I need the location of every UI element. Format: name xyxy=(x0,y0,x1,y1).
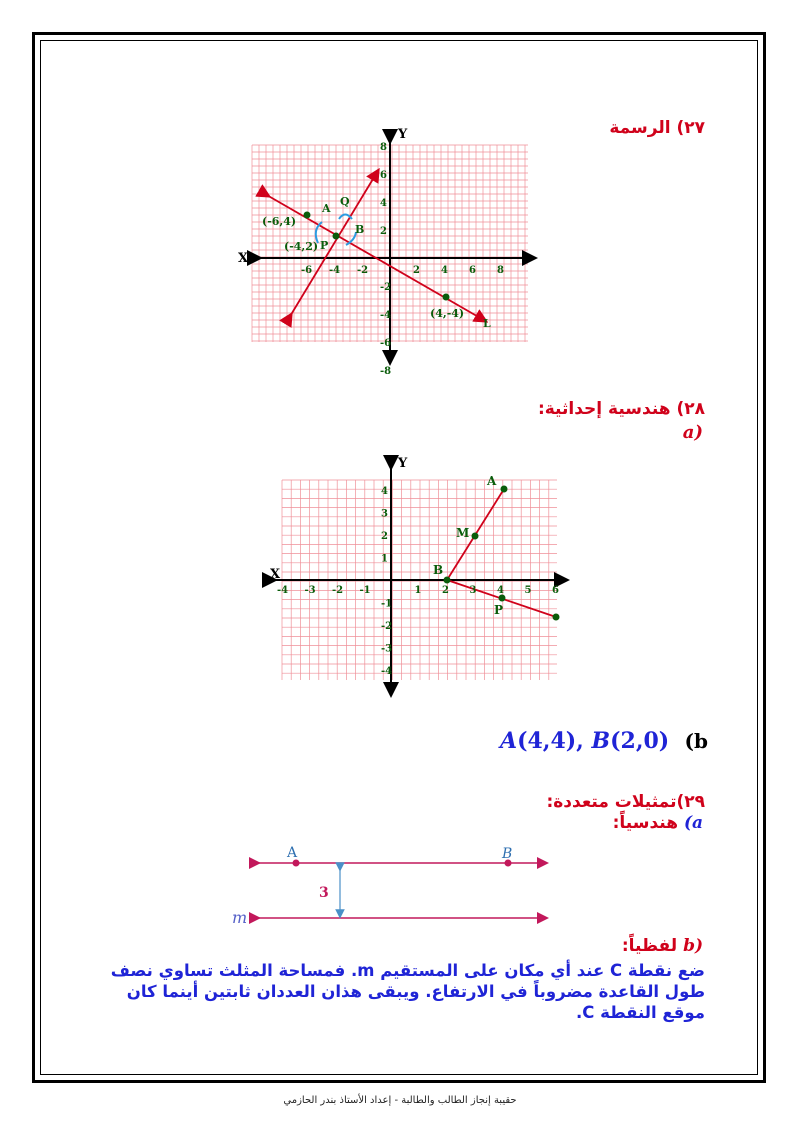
point-B2 xyxy=(444,577,451,584)
y-tick-label: -6 xyxy=(380,338,392,349)
x-tick-label: -1 xyxy=(359,585,371,596)
q28-heading: ٢٨) هندسية إحداثية: xyxy=(537,399,705,419)
y-tick-label: 3 xyxy=(381,508,388,520)
label-B3: B xyxy=(502,846,513,862)
part-a-text: هندسياً: xyxy=(612,813,679,833)
label-L1: L xyxy=(483,317,491,330)
q29-parallel-lines-diagram xyxy=(222,840,552,930)
x-tick-label: 2 xyxy=(413,265,420,276)
y-tick-label: 8 xyxy=(380,142,387,153)
label-B2: B xyxy=(433,563,444,577)
part-b-letter: (b xyxy=(683,936,703,956)
q29-part-b-text: ضع نقطة C عند أي مكان على المستقيم m. فمساحة المثلث تساوي نصف طول القاعدة مضروباً في الارتفاع. ويبقى هذان العددان ثابتين أينما كان موقع النقطة C. xyxy=(110,961,705,1022)
q27-heading: ٢٧) الرسمة xyxy=(609,118,705,138)
point-A2 xyxy=(501,486,508,493)
label-A2: A xyxy=(487,474,497,488)
x-tick-label: -2 xyxy=(332,585,344,596)
label-distance: 3 xyxy=(319,885,329,901)
x-tick-label: -4 xyxy=(329,265,341,276)
label-A3: A xyxy=(287,845,298,861)
part-a-letter: a) xyxy=(683,813,703,833)
y-tick-label: 1 xyxy=(381,553,388,565)
x-tick-label: 3 xyxy=(469,585,477,596)
x-tick-label: -6 xyxy=(301,265,313,276)
q28-coordinate-graph xyxy=(262,455,567,695)
q29-part-b-heading xyxy=(622,936,703,956)
point-1 xyxy=(304,212,311,219)
axis-label-x1: X xyxy=(238,251,249,266)
line-L xyxy=(265,194,482,319)
axis-label-y2: Y xyxy=(398,456,408,471)
label-B1: B xyxy=(355,223,365,236)
x-tick-label: 4 xyxy=(497,585,504,596)
math-B-coords: (2,0) xyxy=(610,728,670,754)
point-2 xyxy=(333,233,340,240)
label-coord-1: (-6,4) xyxy=(262,215,297,228)
x-tick-label: 6 xyxy=(552,585,559,596)
point-M2 xyxy=(472,533,479,540)
part-b-title: لفظياً: xyxy=(621,936,678,956)
q28-part-b xyxy=(500,728,708,754)
x-tick-label: 2 xyxy=(442,585,449,596)
axis-label-x2: X xyxy=(270,567,281,582)
x-tick-label: 4 xyxy=(441,265,448,276)
y-tick-label: -8 xyxy=(380,366,392,377)
x-tick-label: 1 xyxy=(414,585,422,596)
y-tick-label: 4 xyxy=(380,198,387,209)
y-tick-label: 4 xyxy=(381,486,388,497)
y-tick-label: 2 xyxy=(381,531,388,542)
math-B-name: B xyxy=(591,728,611,754)
point-end2 xyxy=(553,614,560,621)
part-b-label: (b xyxy=(684,729,708,753)
axis-label-y1: Y xyxy=(398,127,408,142)
point-3 xyxy=(443,294,450,301)
x-tick-label: 8 xyxy=(497,265,504,276)
label-m: m xyxy=(232,908,248,927)
x-tick-label: -3 xyxy=(304,585,316,596)
y-tick-label: -4 xyxy=(381,666,393,677)
y-tick-label: -4 xyxy=(380,310,392,321)
x-tick-label: 6 xyxy=(469,265,476,276)
label-coord-3: (4,-4) xyxy=(430,307,465,320)
y-tick-label: -2 xyxy=(381,621,393,632)
y-tick-label: -3 xyxy=(381,643,393,655)
math-A-coords: (4,4), xyxy=(517,728,584,754)
label-M2: M xyxy=(456,526,470,540)
label-A1: A xyxy=(322,202,331,215)
label-P2: P xyxy=(494,603,504,617)
q27-coordinate-graph xyxy=(232,127,542,377)
x-tick-label: -2 xyxy=(357,265,369,276)
y-tick-label: 6 xyxy=(380,170,387,181)
label-Q1: Q xyxy=(340,195,350,208)
page-footer: حقيبة إنجاز الطالب والطالبة - إعداد الأستاذ بندر الحازمي xyxy=(283,1095,517,1106)
math-A-name: A xyxy=(500,728,518,754)
y-tick-label: 2 xyxy=(380,226,387,237)
q28-part-a: (a xyxy=(682,422,703,443)
q29-part-a xyxy=(613,813,703,833)
q29-heading: ٢٩)تمثيلات متعددة: xyxy=(546,792,705,812)
label-P1: P xyxy=(320,239,329,252)
label-coord-2: (-4,2) xyxy=(284,240,319,253)
x-tick-label: -4 xyxy=(277,585,289,596)
x-tick-label: 5 xyxy=(524,585,532,596)
y-tick-label: -1 xyxy=(381,598,393,610)
y-tick-label: -2 xyxy=(380,282,392,293)
